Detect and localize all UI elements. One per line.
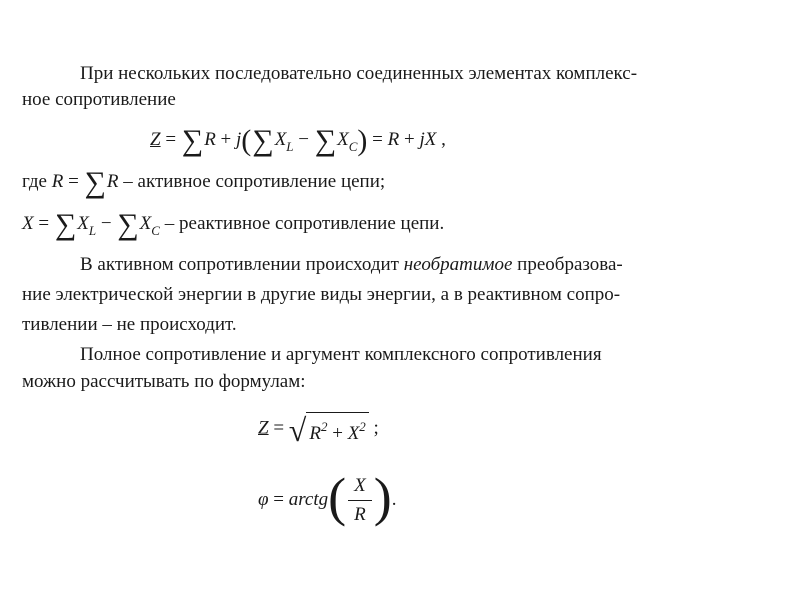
word-where: где [22, 171, 47, 192]
text-span: В активном сопротивлении происходит [80, 254, 399, 275]
minus-sign: − [293, 129, 314, 150]
plus-sign: + [399, 129, 420, 150]
square-root [289, 412, 369, 446]
symbol-r: R [309, 423, 321, 444]
semicolon: ; [368, 417, 379, 439]
left-paren: ( [328, 466, 347, 527]
symbol-z: Z [150, 129, 161, 150]
definition-text: – реактивное сопротивление цепи. [159, 213, 445, 234]
symbol-x: X [77, 213, 89, 234]
paragraph-3-line-2: можно рассчитывать по формулам: [22, 371, 306, 392]
equals-sign: = [160, 129, 181, 150]
symbol-r: R [51, 171, 64, 192]
symbol-x: X [22, 213, 34, 234]
exponent: 2 [359, 419, 366, 434]
sum-symbol: ∑ [181, 124, 204, 157]
emphasis-irreversible: необратимое [403, 254, 513, 275]
right-paren: ) [357, 124, 368, 157]
symbol-phi: φ [258, 489, 269, 510]
subscript-c: C [151, 223, 160, 238]
text-span: преобразова- [517, 254, 623, 275]
paragraph-3-line-1: Полное сопротивление и аргумент комплексного сопротивления [80, 344, 602, 365]
symbol-r: R [106, 171, 119, 192]
symbol-x: X [139, 213, 152, 234]
symbol-j: j [236, 129, 242, 150]
equals-sign: = [367, 129, 388, 150]
symbol-x: X [274, 129, 287, 150]
paragraph-2-line-1 [80, 253, 623, 277]
left-paren: ( [241, 124, 252, 157]
formula-impedance-magnitude [258, 412, 379, 446]
sum-symbol: ∑ [117, 208, 139, 241]
period: . [391, 489, 397, 510]
minus-sign: − [96, 213, 117, 234]
sum-symbol: ∑ [54, 208, 77, 241]
sum-symbol: ∑ [84, 166, 106, 199]
symbol-x: X [337, 129, 349, 150]
radical-sign: √ [288, 412, 307, 448]
paragraph-2-line-2: ние электрической энергии в другие виды энергии, а в реактивном сопро- [22, 284, 621, 305]
comma: , [436, 129, 446, 150]
equals-sign: = [268, 417, 289, 439]
symbol-r: R [204, 129, 216, 150]
paragraph-1-line-2: ное сопротивление [22, 89, 176, 110]
definition-reactive-resistance [22, 208, 445, 243]
paragraph-2-line-3: тивлении – не происходит. [22, 314, 237, 335]
paragraph-1-line-1: При нескольких последовательно соединенных элементах комплекс- [80, 63, 638, 84]
right-paren: ) [373, 466, 392, 527]
denominator: R [354, 504, 366, 526]
numerator: X [348, 474, 372, 501]
definition-active-resistance [22, 166, 386, 199]
fraction [348, 474, 372, 527]
function-arctg: arctg [288, 489, 329, 510]
formula-argument [258, 466, 397, 530]
subscript-l: L [88, 223, 97, 238]
symbol-jx: jX [419, 129, 437, 150]
subscript-l: L [286, 139, 294, 154]
subscript-c: C [348, 139, 358, 154]
plus-sign: + [327, 423, 348, 444]
radicand [306, 412, 368, 446]
plus-sign: + [215, 129, 237, 150]
equals-sign: = [268, 489, 289, 510]
definition-text: – активное сопротивление цепи; [118, 171, 386, 192]
symbol-r: R [387, 129, 400, 150]
symbol-x: X [347, 423, 360, 444]
formula-complex-impedance [150, 124, 446, 159]
sum-symbol: ∑ [252, 124, 274, 157]
equals-sign: = [33, 213, 54, 234]
symbol-z: Z [258, 417, 269, 439]
sum-symbol: ∑ [314, 124, 337, 157]
equals-sign: = [63, 171, 84, 192]
exponent: 2 [320, 419, 328, 434]
